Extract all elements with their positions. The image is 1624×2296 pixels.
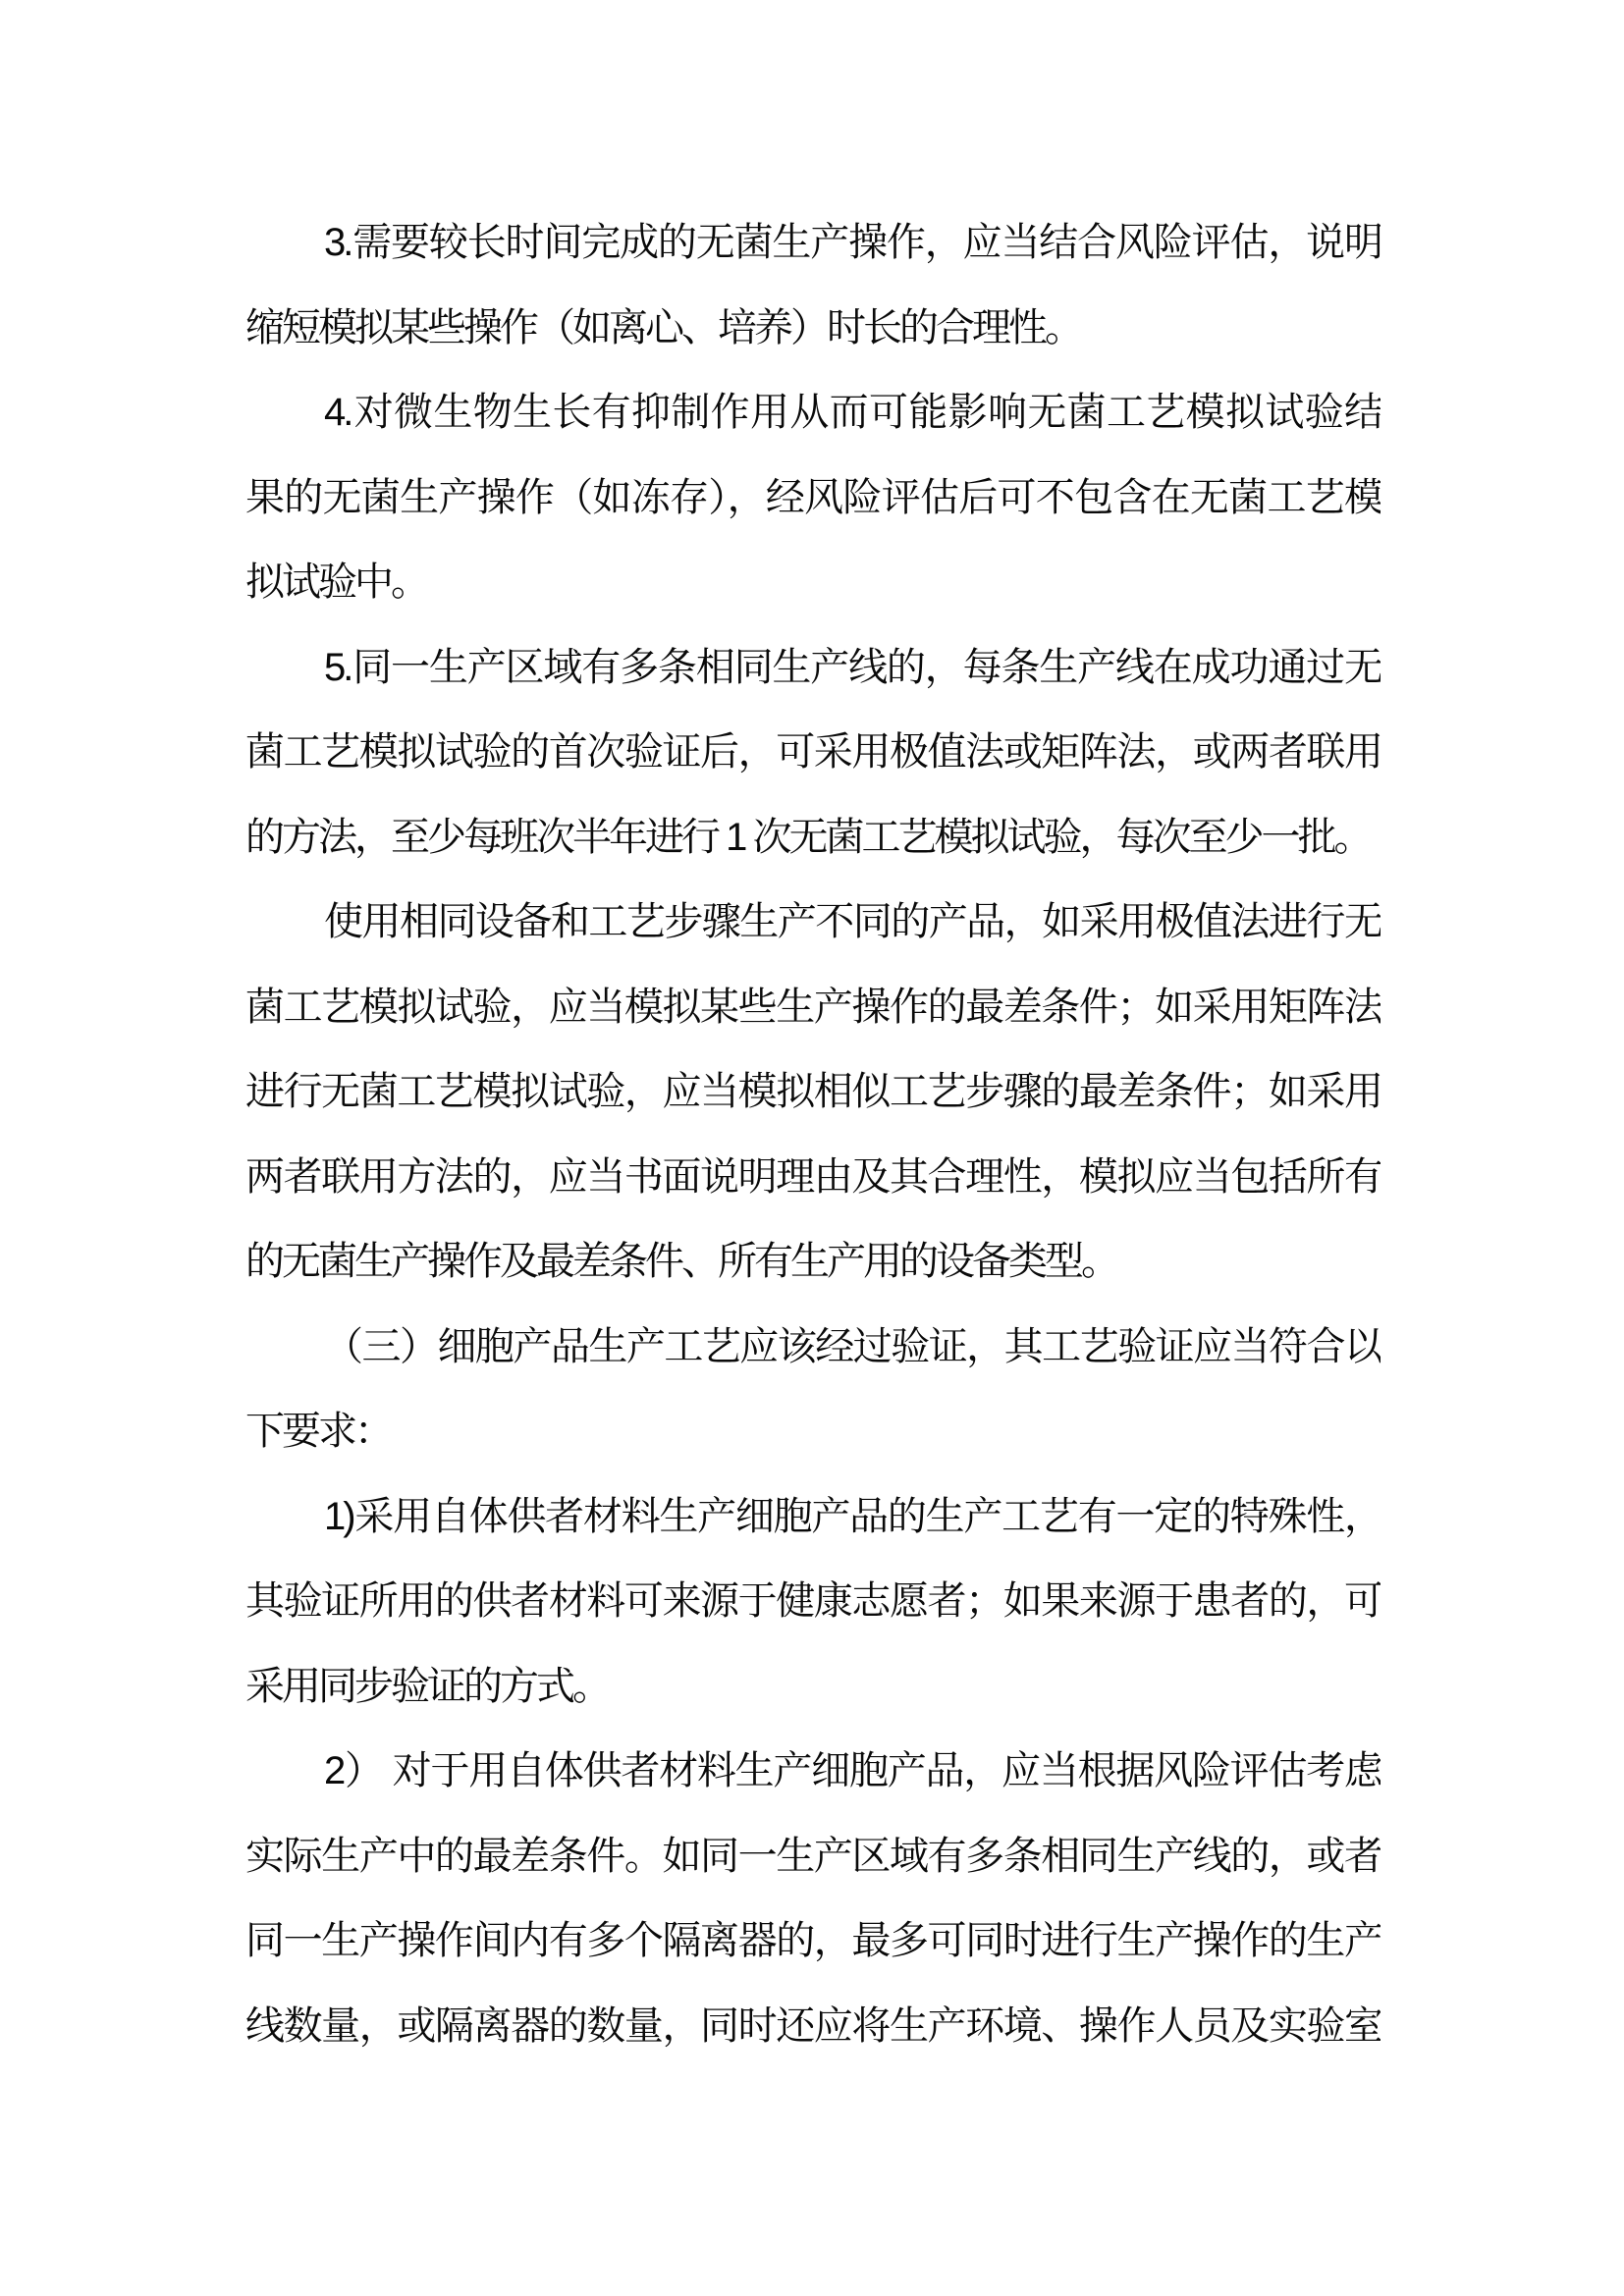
text-line: 实际生产中的最差条件。如同一生产区域有多条相同生产线的，或者 bbox=[245, 1834, 1380, 1878]
text-line: 的方法，至少每班次半年进行 1 次无菌工艺模拟试验，每次至少一批。 bbox=[245, 815, 1371, 859]
paragraph bbox=[245, 1474, 1380, 1730]
paragraph bbox=[245, 200, 1380, 370]
paragraph bbox=[245, 625, 1380, 881]
text-line: 下要求： bbox=[245, 1410, 391, 1453]
text-line: 拟试验中。 bbox=[245, 561, 427, 604]
text-line: 4.对微生物生长有抑制作用从而可能影响无菌工艺模拟试验结 bbox=[324, 391, 1380, 434]
text-line: 果的无菌生产操作（如冻存），经风险评估后可不包含在无菌工艺模 bbox=[245, 475, 1380, 519]
text-line: 采用同步验证的方式。 bbox=[245, 1664, 609, 1708]
text-line: 其验证所用的供者材料可来源于健康志愿者；如果来源于患者的，可 bbox=[245, 1579, 1380, 1623]
text-line: 的无菌生产操作及最差条件、所有生产用的设备类型。 bbox=[245, 1240, 1117, 1283]
paragraph bbox=[245, 370, 1380, 625]
text-line: 线数量，或隔离器的数量，同时还应将生产环境、操作人员及实验室 bbox=[245, 2003, 1380, 2048]
text-line: 缩短模拟某些操作（如离心、培养）时长的合理性。 bbox=[245, 305, 1081, 349]
text-line: （三）细胞产品生产工艺应该经过验证，其工艺验证应当符合以 bbox=[324, 1324, 1380, 1368]
paragraph bbox=[245, 880, 1380, 1305]
paragraph bbox=[245, 1305, 1380, 1474]
text-line: 2） 对于用自体供者材料生产细胞产品，应当根据风险评估考虑 bbox=[324, 1749, 1380, 1792]
text-line: 菌工艺模拟试验，应当模拟某些生产操作的最差条件；如采用矩阵法 bbox=[245, 985, 1380, 1029]
document-body bbox=[245, 200, 1380, 2068]
paragraph bbox=[245, 1729, 1380, 2068]
text-line: 使用相同设备和工艺步骤生产不同的产品，如采用极值法进行无 bbox=[324, 900, 1380, 943]
text-line: 1)采用自体供者材料生产细胞产品的生产工艺有一定的特殊性， bbox=[324, 1494, 1380, 1538]
text-line: 5.同一生产区域有多条相同生产线的，每条生产线在成功通过无 bbox=[324, 645, 1380, 689]
text-line: 两者联用方法的，应当书面说明理由及其合理性，模拟应当包括所有 bbox=[245, 1154, 1380, 1199]
text-line: 3.需要较长时间完成的无菌生产操作，应当结合风险评估，说明 bbox=[324, 221, 1380, 264]
text-line: 同一生产操作间内有多个隔离器的，最多可同时进行生产操作的生产 bbox=[245, 1919, 1380, 1962]
text-line: 菌工艺模拟试验的首次验证后，可采用极值法或矩阵法，或两者联用 bbox=[245, 730, 1380, 774]
text-line: 进行无菌工艺模拟试验，应当模拟相似工艺步骤的最差条件；如采用 bbox=[245, 1070, 1380, 1113]
